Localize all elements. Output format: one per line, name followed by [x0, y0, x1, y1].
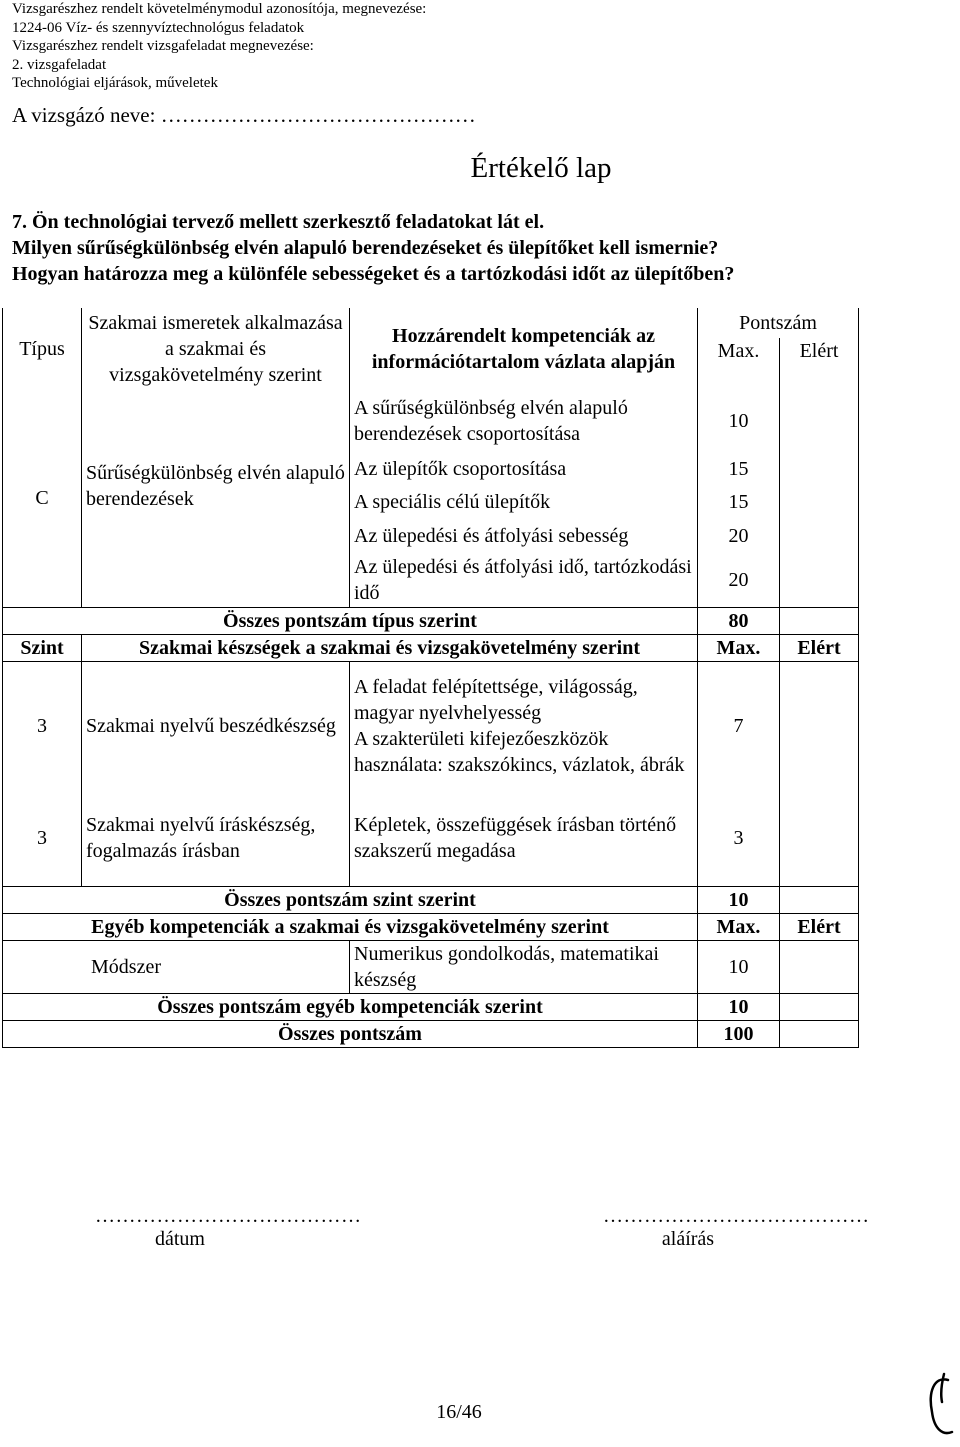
skill-items: [350, 661, 698, 791]
skill-items: [350, 791, 698, 886]
question-line: 7. Ön technológiai tervező mellett szerkesztő feladatokat lát el.: [12, 211, 545, 233]
page-title: Értékelő lap: [470, 152, 612, 184]
page-number: 16/46: [436, 1401, 482, 1423]
date-line: …………………………………: [95, 1205, 362, 1227]
max-score: 20: [698, 554, 780, 607]
header-line: Vizsgarészhez rendelt követelménymodul azonosítója, megnevezése:: [12, 1, 427, 17]
skill-item: A szakterületi kifejezőeszközök használata: szakszókincs, vázlatok, ábrák: [354, 728, 685, 777]
document-header: [12, 0, 426, 93]
grand-total-max: 100: [698, 1020, 780, 1047]
header-line: Technológiai eljárások, műveletek: [12, 75, 218, 91]
max-score: 20: [698, 518, 780, 554]
achieved-score: [780, 554, 859, 607]
type-total-label: Összes pontszám típus szerint: [3, 607, 698, 634]
competence-item: A sűrűségkülönbség elvén alapuló berendezések csoportosítása: [350, 390, 698, 452]
grand-total-label: Összes pontszám: [3, 1020, 698, 1047]
achieved-score: [780, 452, 859, 485]
date-signature-block: [95, 1205, 362, 1251]
skill-item: A feladat felépítettsége, világosság, magyar nyelvhelyesség: [354, 676, 638, 725]
handwritten-mark-icon: [920, 1372, 956, 1442]
achieved-score: [780, 390, 859, 452]
achieved-score: [780, 518, 859, 554]
type-total-max: 80: [698, 607, 780, 634]
col-head-level: Szint: [3, 634, 82, 661]
max-score: 7: [698, 661, 780, 791]
col-head-points: Pontszám: [698, 308, 859, 338]
other-total-achieved: [780, 993, 859, 1020]
other-total-label: Összes pontszám egyéb kompetenciák szerint: [3, 993, 698, 1020]
col-head-achieved: Elért: [780, 338, 859, 390]
col-head-achieved: Elért: [780, 634, 859, 661]
col-head-max: Max.: [698, 634, 780, 661]
max-score: 10: [698, 940, 780, 993]
col-head-max: Max.: [698, 913, 780, 940]
method-cell: Módszer: [3, 940, 350, 993]
col-head-knowledge: Szakmai ismeretek alkalmazása a szakmai és vizsgakövetelmény szerint: [82, 308, 350, 390]
header-line: 2. vizsgafeladat: [12, 56, 107, 73]
skill-cell: Szakmai nyelvű beszédkészség: [82, 661, 350, 791]
type-total-achieved: [780, 607, 859, 634]
achieved-score: [780, 485, 859, 518]
signature-label: aláírás: [661, 1228, 715, 1250]
level-total-achieved: [780, 886, 859, 913]
date-label: dátum: [155, 1228, 205, 1250]
col-head-competence: Hozzárendelt kompetenciák az információtartalom vázlata alapján: [350, 308, 698, 390]
competence-item: Numerikus gondolkodás, matematikai készség: [350, 940, 698, 993]
signature-line: …………………………………: [603, 1205, 870, 1227]
col-head-type: Típus: [3, 308, 82, 390]
competence-item: Az ülepedési és átfolyási idő, tartózkodási idő: [350, 554, 698, 607]
candidate-name-label: A vizsgázó neve: ………………………………………: [12, 103, 476, 127]
grand-total-achieved: [780, 1020, 859, 1047]
evaluation-table: [2, 308, 859, 1048]
signature-block: [603, 1205, 870, 1251]
question-line: Hogyan határozza meg a különféle sebességeket és a tartózkodási időt az ülepítőben?: [12, 263, 735, 285]
col-head-achieved: Elért: [780, 913, 859, 940]
header-line: 1224-06 Víz- és szennyvíztechnológus feladatok: [12, 19, 305, 36]
header-line: Vizsgarészhez rendelt vizsgafeladat megnevezése:: [12, 38, 314, 54]
max-score: 15: [698, 452, 780, 485]
level-total-label: Összes pontszám szint szerint: [3, 886, 698, 913]
question-line: Milyen sűrűségkülönbség elvén alapuló berendezéseket és ülepítőket kell ismernie?: [12, 237, 719, 259]
task-question: [12, 209, 734, 287]
competence-item: Az ülepítők csoportosítása: [350, 452, 698, 485]
level-total-max: 10: [698, 886, 780, 913]
competence-item: Az ülepedési és átfolyási sebesség: [350, 518, 698, 554]
competence-item: A speciális célú ülepítők: [350, 485, 698, 518]
max-score: 3: [698, 791, 780, 886]
knowledge-cell: Sűrűségkülönbség elvén alapuló berendezések: [82, 390, 350, 607]
achieved-score: [780, 661, 859, 791]
max-score: 10: [698, 390, 780, 452]
level-cell: 3: [3, 791, 82, 886]
col-head-max: Max.: [698, 338, 780, 390]
skill-cell: Szakmai nyelvű íráskészség, fogalmazás írásban: [82, 791, 350, 886]
level-cell: 3: [3, 661, 82, 791]
skills-head: Szakmai készségek a szakmai és vizsgakövetelmény szerint: [82, 634, 698, 661]
type-cell: C: [3, 390, 82, 607]
achieved-score: [780, 940, 859, 993]
other-total-max: 10: [698, 993, 780, 1020]
other-competences-head: Egyéb kompetenciák a szakmai és vizsgakövetelmény szerint: [3, 913, 698, 940]
achieved-score: [780, 791, 859, 886]
max-score: 15: [698, 485, 780, 518]
skill-item: Képletek, összefüggések írásban történő szakszerű megadása: [354, 814, 677, 863]
